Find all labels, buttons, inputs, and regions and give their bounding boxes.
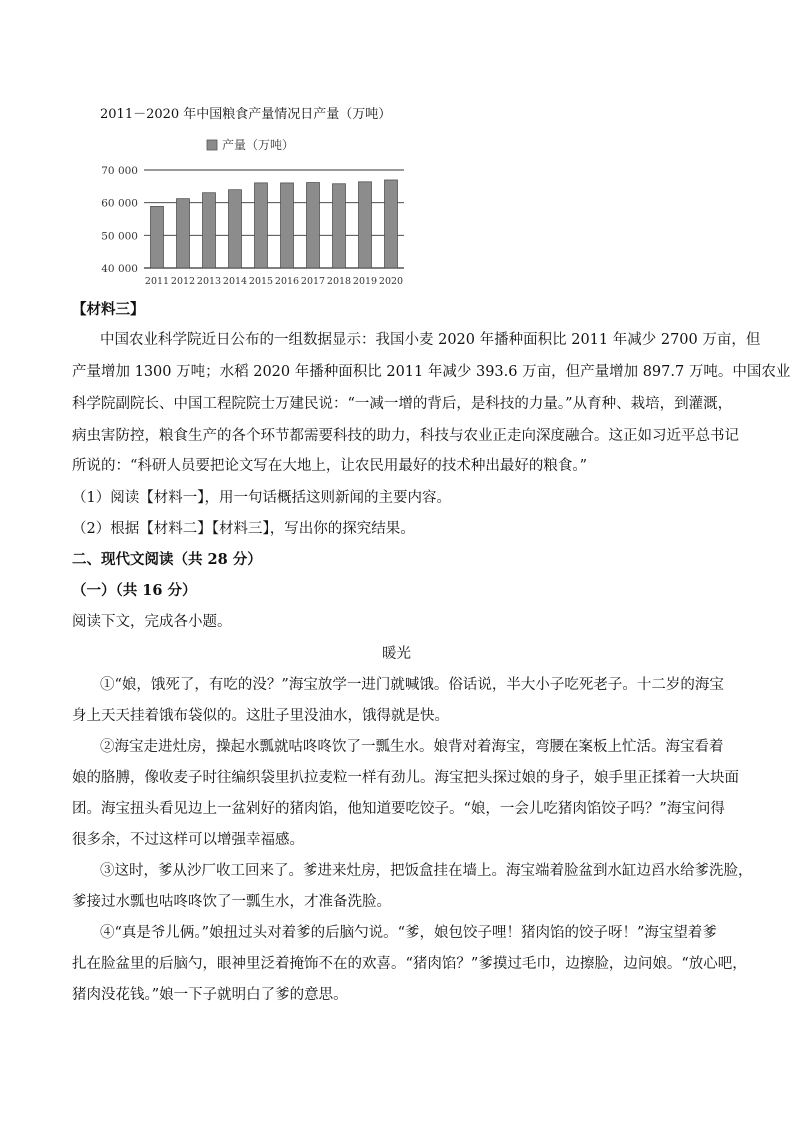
story-title: 暖光 bbox=[382, 646, 411, 662]
y-tick-label: 60 000 bbox=[101, 197, 138, 210]
paragraph-4-line-2: 扎在脸盆里的后脑勺，眼神里泛着掩饰不在的欢喜。“猪肉馅？”爹摸过毛巾，边擦脸，边问娘。“放心吧， bbox=[72, 956, 747, 972]
material3-heading: 【材料三】 bbox=[72, 301, 145, 318]
paragraph-2-line-2: 娘的胳膊，像收麦子时往编织袋里扒拉麦粒一样有劲儿。海宝把头探过娘的身子，娘手里正揉着一大块面 bbox=[72, 770, 739, 786]
material3-line-2: 产量增加 1300 万吨；水稻 2020 年播种面积比 2011 年减少 393.6 万亩，但产量增加 897.7 万吨。中国农业 bbox=[72, 364, 791, 380]
y-tick-label: 50 000 bbox=[101, 230, 138, 243]
legend-swatch bbox=[207, 140, 217, 150]
paragraph-3-line-2: 爹接过水瓢也咕咚咚饮了一瓢生水，才准备洗脸。 bbox=[72, 894, 391, 910]
bar bbox=[385, 180, 398, 268]
subsection-heading: （一）（共 16 分） bbox=[72, 582, 197, 599]
x-tick-label: 2020 bbox=[378, 276, 404, 287]
material3-line-5: 所说的：“科研人员要把论文写在大地上，让农民用最好的技术种出最好的粮食。” bbox=[72, 458, 588, 474]
material3-line-4: 病虫害防控，粮食生产的各个环节都需要科技的助力，科技与农业正走向深度融合。这正如习近平总书记 bbox=[72, 428, 739, 444]
x-tick-label: 2017 bbox=[300, 276, 326, 287]
paragraph-4-line-1: ④“真是爷儿俩。”娘扭过头对着爹的后脑勺说。“爹，娘包饺子哩！猪肉馅的饺子呀！”海宝望着爹 bbox=[100, 925, 717, 941]
paragraph-4-line-3: 猪肉没花钱。”娘一下子就明白了爹的意思。 bbox=[72, 987, 348, 1003]
question-2: （2）根据【材料二】【材料三】，写出你的探究结果。 bbox=[72, 521, 415, 537]
y-tick-label: 40 000 bbox=[101, 263, 138, 275]
bar bbox=[307, 183, 320, 268]
paragraph-2-line-1: ②海宝走进灶房，操起水瓢就咕咚咚饮了一瓢生水。娘背对着海宝，弯腰在案板上忙活。海宝看着 bbox=[100, 739, 724, 755]
bar bbox=[255, 183, 268, 268]
x-tick-label: 2016 bbox=[274, 276, 300, 287]
x-tick-label: 2013 bbox=[196, 276, 222, 287]
x-tick-label: 2012 bbox=[170, 276, 196, 287]
bar-chart bbox=[90, 132, 410, 292]
bar bbox=[359, 182, 372, 268]
instruction-text: 阅读下文，完成各小题。 bbox=[72, 614, 232, 630]
x-tick-label: 2014 bbox=[222, 276, 248, 287]
x-tick-label: 2019 bbox=[352, 276, 378, 287]
legend-label: 产量（万吨） bbox=[222, 138, 295, 152]
paragraph-2-line-3: 团。海宝扭头看见边上一盆剁好的猪肉馅，他知道要吃饺子。“娘，一会儿吃猪肉馅饺子吗？”海宝问得 bbox=[72, 801, 725, 817]
bar bbox=[151, 206, 164, 268]
x-tick-label: 2018 bbox=[326, 276, 352, 287]
material3-line-1: 中国农业科学院近日公布的一组数据显示：我国小麦 2020 年播种面积比 2011 年减少 2700 万亩，但 bbox=[100, 332, 761, 348]
paragraph-3-line-1: ③这时，爹从沙厂收工回来了。爹进来灶房，把饭盒挂在墙上。海宝端着脸盆到水缸边舀水给爹洗脸， bbox=[100, 863, 753, 879]
chart-title: 2011－2020 年中国粮食产量情况日产量（万吨） bbox=[100, 107, 392, 122]
bar bbox=[229, 190, 242, 268]
paragraph-2-line-4: 很多余，不过这样可以增强幸福感。 bbox=[72, 832, 304, 848]
y-tick-label: 70 000 bbox=[101, 165, 138, 177]
bar bbox=[177, 199, 190, 268]
bar bbox=[281, 183, 294, 268]
material3-line-3: 科学院副院长、中国工程院院士万建民说：“一减一增的背后，是科技的力量。”从育种、栽培，到灌溉， bbox=[72, 396, 733, 412]
paragraph-1-line-1: ①“娘，饿死了，有吃的没？”海宝放学一进门就喊饿。俗话说，半大小子吃死老子。十二岁的海宝 bbox=[100, 677, 724, 693]
x-tick-label: 2015 bbox=[248, 276, 274, 287]
paragraph-1-line-2: 身上天天挂着饿布袋似的。这肚子里没油水，饿得就是快。 bbox=[72, 708, 449, 724]
x-tick-label: 2011 bbox=[144, 276, 170, 287]
question-1: （1）阅读【材料一】，用一句话概括这则新闻的主要内容。 bbox=[72, 490, 451, 506]
bar bbox=[333, 184, 346, 268]
section-heading: 二、现代文阅读（共 28 分） bbox=[72, 551, 262, 568]
bar bbox=[203, 193, 216, 268]
